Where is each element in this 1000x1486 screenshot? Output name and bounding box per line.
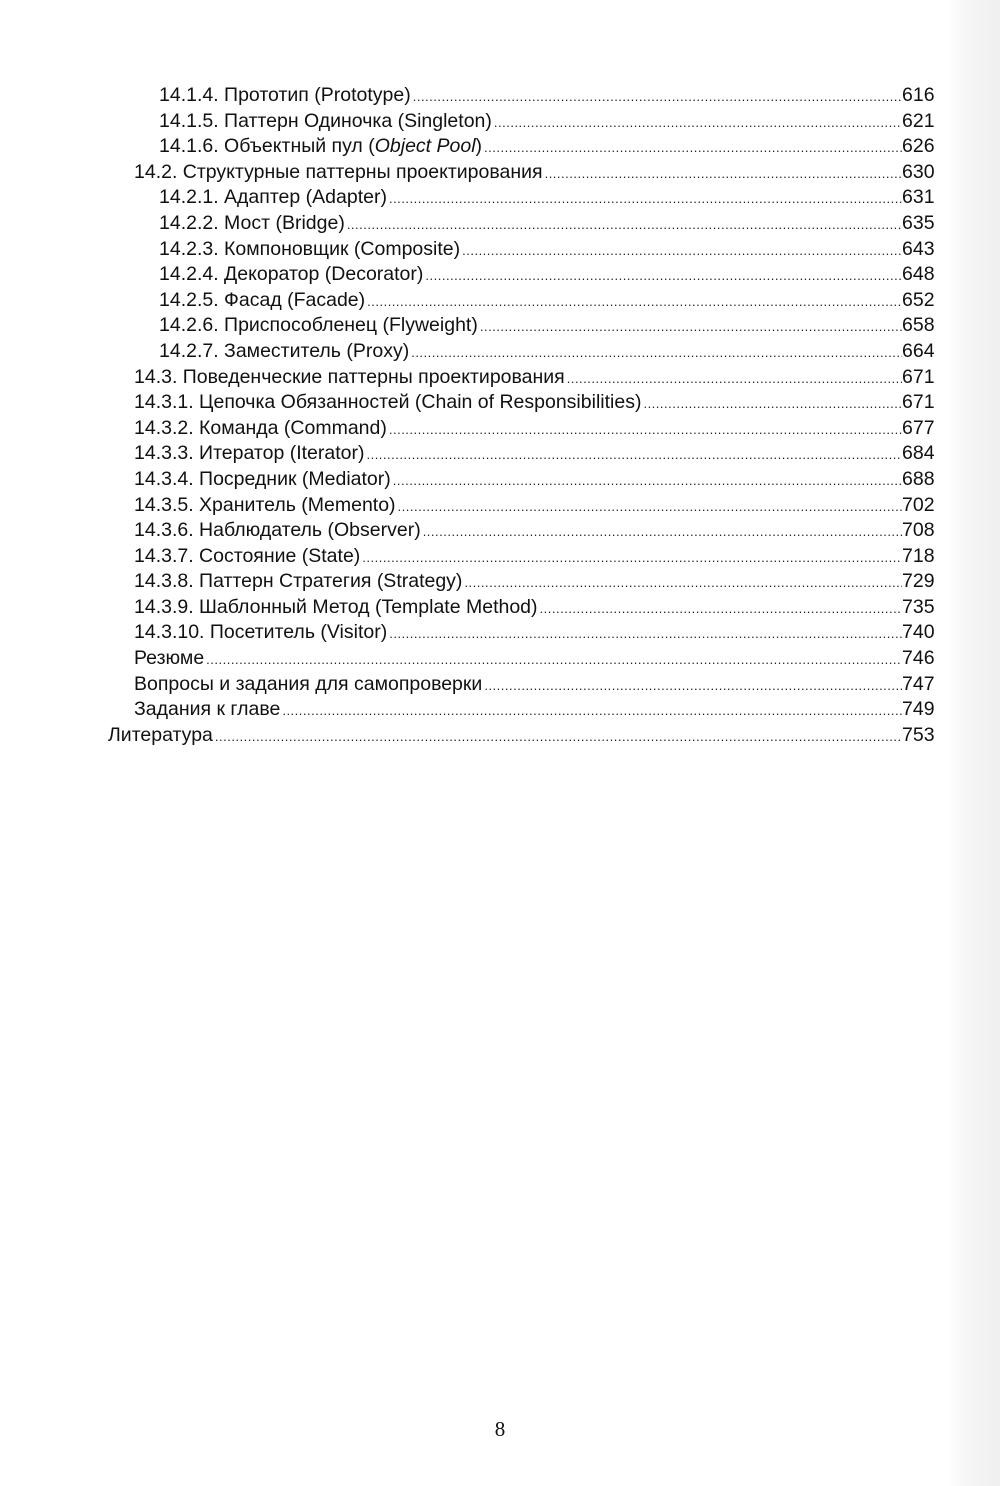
dot-leader xyxy=(494,110,902,136)
dot-leader xyxy=(347,212,902,238)
toc-entry-title-prefix: 14.1.6. Объектный пул ( xyxy=(159,135,375,158)
dot-leader xyxy=(413,84,902,110)
toc-entry[interactable] xyxy=(0,646,1000,672)
toc-entry[interactable] xyxy=(0,83,1000,109)
dot-leader xyxy=(362,545,902,571)
dot-leader xyxy=(411,340,902,366)
toc-entry-page: 753 xyxy=(902,723,935,746)
toc-entry-page: 677 xyxy=(902,416,935,439)
toc-entry-page: 708 xyxy=(902,519,935,542)
dot-leader xyxy=(484,135,902,161)
dot-leader xyxy=(462,238,902,264)
toc-entry-title: 14.2.4. Декоратор (Decorator) xyxy=(159,263,424,286)
toc-entry-page: 684 xyxy=(902,442,935,465)
toc-entry-title: 14.3. Поведенческие паттерны проектирования xyxy=(134,365,565,388)
toc-entry-title: 14.3.6. Наблюдатель (Observer) xyxy=(134,519,421,542)
toc-entry-page: 631 xyxy=(902,186,935,209)
toc-entry-page: 746 xyxy=(902,647,935,670)
dot-leader xyxy=(206,647,902,673)
toc-entry-page: 740 xyxy=(902,621,935,644)
toc-entry-page: 652 xyxy=(902,288,935,311)
toc-entry[interactable] xyxy=(0,390,1000,416)
toc-entry-title: 14.3.1. Цепочка Обязанностей (Chain of Responsibilities) xyxy=(134,391,642,414)
toc-entry[interactable] xyxy=(0,262,1000,288)
toc-entry-title-italic: Object Pool xyxy=(374,135,476,158)
toc-entry-title: 14.3.5. Хранитель (Memento) xyxy=(134,493,396,516)
toc-entry-page: 616 xyxy=(902,84,935,106)
dot-leader xyxy=(484,673,902,699)
toc-entry[interactable] xyxy=(0,672,1000,698)
toc-entry[interactable] xyxy=(0,518,1000,544)
toc-entry[interactable] xyxy=(0,109,1000,135)
toc-entry-page: 729 xyxy=(902,570,935,593)
toc-entry-page: 688 xyxy=(902,467,935,490)
toc-entry-title: 14.2.1. Адаптер (Adapter) xyxy=(159,186,387,209)
toc-entry[interactable] xyxy=(0,339,1000,365)
toc-entry[interactable] xyxy=(0,723,1000,749)
toc-entry-title: 14.3.4. Посредник (Mediator) xyxy=(134,467,391,490)
toc-entry-page: 635 xyxy=(902,211,935,234)
toc-entry-title: Литература xyxy=(108,723,213,746)
toc-entry-title: 14.3.10. Посетитель (Visitor) xyxy=(134,621,388,644)
toc-entry-title: 14.2.7. Заместитель (Proxy) xyxy=(159,339,410,362)
dot-leader xyxy=(389,186,902,212)
toc-entry-page: 749 xyxy=(902,698,935,721)
toc-entry[interactable] xyxy=(0,416,1000,442)
table-of-contents xyxy=(0,83,1000,748)
toc-entry-title: 14.3.7. Состояние (State) xyxy=(134,544,361,567)
toc-entry-title: 14.2.5. Фасад (Facade) xyxy=(159,288,366,311)
toc-entry-title: Вопросы и задания для самопроверки xyxy=(134,672,483,695)
toc-entry-title: 14.2.2. Мост (Bridge) xyxy=(159,211,345,234)
toc-entry-title: Задания к главе xyxy=(134,698,281,721)
page-number: 8 xyxy=(494,1417,506,1441)
toc-entry-page: 621 xyxy=(902,109,935,132)
toc-entry-title: Резюме xyxy=(134,647,205,670)
toc-entry-title: 14.3.3. Итератор (Iterator) xyxy=(134,442,365,465)
dot-leader xyxy=(398,494,902,520)
toc-entry-page: 664 xyxy=(902,339,935,362)
toc-entry[interactable] xyxy=(0,544,1000,570)
toc-entry-title: 14.2. Структурные паттерны проектирования xyxy=(134,160,543,183)
dot-leader xyxy=(215,724,902,750)
toc-entry-title xyxy=(159,134,484,160)
dot-leader xyxy=(425,263,902,289)
toc-entry-title: 14.1.4. Прототип (Prototype) xyxy=(159,84,411,106)
toc-entry-title: 14.1.5. Паттерн Одиночка (Singleton) xyxy=(159,109,492,132)
toc-entry[interactable] xyxy=(0,441,1000,467)
toc-entry-page: 643 xyxy=(902,237,935,260)
toc-entry-title: 14.3.9. Шаблонный Метод (Template Method) xyxy=(134,595,538,618)
toc-entry[interactable] xyxy=(0,211,1000,237)
dot-leader xyxy=(540,596,902,622)
toc-entry-page: 626 xyxy=(902,135,935,158)
toc-entry-page: 658 xyxy=(902,314,935,337)
dot-leader xyxy=(367,289,902,315)
toc-entry[interactable] xyxy=(0,185,1000,211)
toc-entry[interactable] xyxy=(0,160,1000,186)
dot-leader xyxy=(423,519,902,545)
dot-leader xyxy=(480,314,902,340)
toc-entry-page: 671 xyxy=(902,391,935,414)
toc-entry-title: 14.2.6. Приспособленец (Flyweight) xyxy=(159,314,478,337)
dot-leader xyxy=(545,161,902,187)
toc-entry[interactable] xyxy=(0,620,1000,646)
dot-leader xyxy=(366,442,902,468)
toc-entry-title: 14.2.3. Компоновщик (Composite) xyxy=(159,237,461,260)
toc-entry-page: 630 xyxy=(902,160,935,183)
toc-entry-title: 14.3.8. Паттерн Стратегия (Strategy) xyxy=(134,570,463,593)
toc-entry[interactable] xyxy=(0,493,1000,519)
toc-entry[interactable] xyxy=(0,697,1000,723)
toc-entry[interactable] xyxy=(0,595,1000,621)
toc-entry-page: 718 xyxy=(902,544,935,567)
toc-entry-title-suffix: ) xyxy=(475,135,483,158)
toc-entry-title: 14.3.2. Команда (Command) xyxy=(134,416,387,439)
toc-entry[interactable] xyxy=(0,288,1000,314)
toc-entry[interactable] xyxy=(0,569,1000,595)
toc-entry[interactable] xyxy=(0,134,1000,160)
toc-entry[interactable] xyxy=(0,365,1000,391)
toc-entry[interactable] xyxy=(0,237,1000,263)
toc-entry-page: 702 xyxy=(902,493,935,516)
dot-leader xyxy=(567,366,902,392)
dot-leader xyxy=(464,570,902,596)
dot-leader xyxy=(282,698,902,724)
dot-leader xyxy=(389,417,902,443)
toc-entry-page: 735 xyxy=(902,595,935,618)
dot-leader xyxy=(389,621,902,647)
toc-entry-page: 648 xyxy=(902,263,935,286)
dot-leader xyxy=(643,391,902,417)
toc-entry-page: 747 xyxy=(902,672,935,695)
toc-entry[interactable] xyxy=(0,313,1000,339)
toc-entry-page: 671 xyxy=(902,365,935,388)
toc-entry[interactable] xyxy=(0,467,1000,493)
dot-leader xyxy=(393,468,902,494)
